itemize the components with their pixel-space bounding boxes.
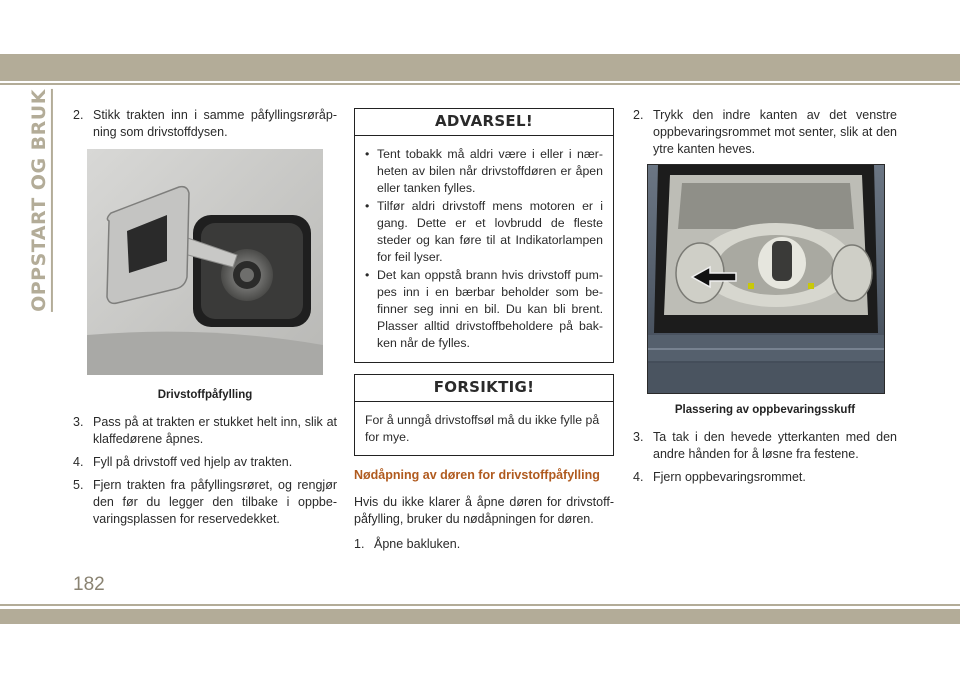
caution-title: FORSIKTIG! xyxy=(355,375,613,402)
fuel-filler-illustration xyxy=(87,149,323,375)
warning-bullet: • Tent tobakk må aldri være i eller i nærheten av bilen når drivstoffdøren er åpen eller tanken fylles. xyxy=(365,147,603,195)
footer-rule xyxy=(0,604,960,606)
column-middle xyxy=(354,108,614,559)
step-3: 3. Pass på at trakten er stukket helt inn, slik at klaffedørene åpnes. xyxy=(73,415,337,446)
header-band xyxy=(0,54,960,81)
footer-band xyxy=(0,609,960,624)
step-1: 1. Åpne bakluken. xyxy=(354,537,461,551)
warning-body xyxy=(355,136,613,362)
warning-title: ADVARSEL! xyxy=(355,109,613,136)
step-4: 4. Fjern oppbevaringsrommet. xyxy=(633,470,806,484)
step-2: 2. Stikk trakten inn i samme påfyllingsrøråpning som drivstoffdysen. xyxy=(73,108,337,139)
step-3: 3. Ta tak i den hevede ytterkanten med den andre hånden for å løsne fra festene. xyxy=(633,430,897,461)
chapter-title: OPPSTART OG BRUK xyxy=(28,89,53,312)
caution-box xyxy=(354,374,614,456)
figure-caption-storage: Plassering av oppbevaringsskuff xyxy=(674,404,856,416)
paragraph: Hvis du ikke klarer å åpne døren for drivstoffpåfylling, bruker du nødåpningen for døren. xyxy=(354,495,614,526)
caution-body: For å unngå drivstoffsøl må du ikke fylle på for mye. xyxy=(365,413,600,444)
column-right xyxy=(633,107,897,492)
storage-tray-illustration xyxy=(648,165,884,393)
step-5: 5. Fjern trakten fra påfyllingsrøret, og rengjør den før du legger den tilbake i oppbevaringsplassen for reservedekket. xyxy=(73,478,337,526)
warning-bullet: • Tilfør aldri drivstoff mens motoren er i gang. Dette er et lovbrudd de fleste steder og kan føre til at Indikatorlampen for feil lyser. xyxy=(365,199,603,264)
header-rule xyxy=(0,83,960,85)
step-4: 4. Fyll på drivstoff ved hjelp av trakten. xyxy=(73,455,293,469)
page-number: 182 xyxy=(73,574,105,595)
column-left xyxy=(73,107,337,534)
step-2: 2. Trykk den indre kanten av det venstre oppbevaringsrommet mot senter, slik at den ytre kanten heves. xyxy=(633,108,897,156)
fuel-filler-photo xyxy=(87,149,323,375)
warning-box xyxy=(354,108,614,363)
section-subheading: Nødåpning av døren for drivstoffpåfylling xyxy=(354,468,600,482)
warning-bullet: • Det kan oppstå brann hvis drivstoff pumpes inn i en bærbar beholder som befinner seg inni en bil. Du kan bli brent. Plasser alltid drivstoffbeholdere på bakken når de fylles. xyxy=(365,268,603,350)
figure-caption-fuel: Drivstoffpåfylling xyxy=(157,389,253,401)
storage-tray-photo xyxy=(647,164,885,394)
chapter-side-tab xyxy=(27,88,53,312)
